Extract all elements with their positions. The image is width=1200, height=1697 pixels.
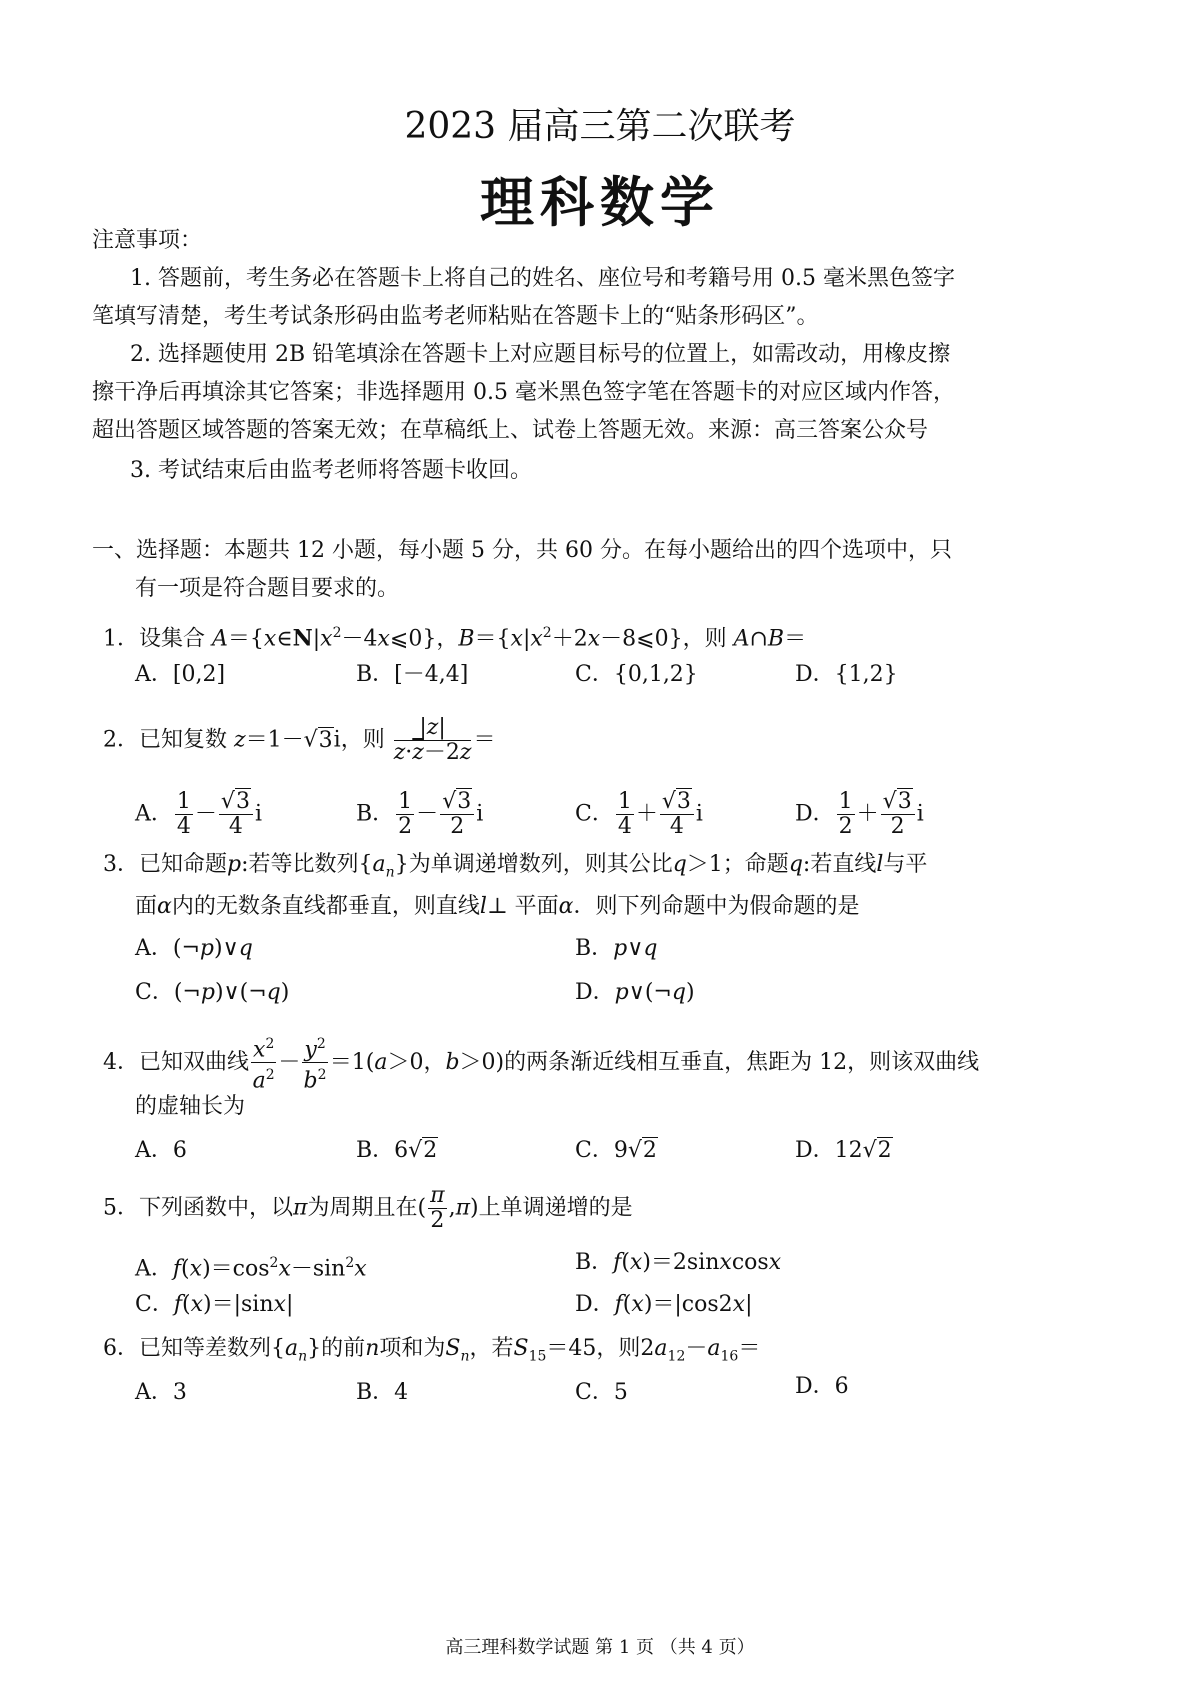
question-5: 5．下列函数中，以π为周期且在( $\frac{\pi}{2}$ ,π)上单调递增的是 (103, 1183, 633, 1233)
option: B．f(x)＝2sinxcosx (575, 1250, 782, 1275)
option: A． $\frac{1}{4}$ － $\frac{√3}{4}$ i (135, 789, 262, 839)
section-heading: 一、选择题：本题共 12 小题，每小题 5 分，共 60 分。在每小题给出的四个选项中，只 (92, 538, 952, 563)
question-2: 2．已知复数 z＝1－√3i，则 $\frac{|z|}{z\cdot\overline{z}-2z}$ ＝ (103, 715, 496, 765)
option: D．p∨(¬q) (575, 980, 695, 1005)
option: B．p∨q (575, 936, 658, 961)
option: A．6 (135, 1138, 187, 1163)
section-heading: 有一项是符合题目要求的。 (135, 576, 400, 601)
option: A．3 (135, 1380, 187, 1405)
option: D．6 (795, 1374, 849, 1399)
exam-title: 2023 届高三第二次联考 (404, 106, 796, 147)
question-3-cont: 面α内的无数条直线都垂直，则直线l⊥ 平面α．则下列命题中为假命题的是 (135, 894, 860, 919)
option: C． $\frac{1}{4}$ ＋ $\frac{√3}{4}$ i (575, 789, 703, 839)
option: B． $\frac{1}{2}$ － $\frac{√3}{2}$ i (356, 789, 484, 839)
option: D．f(x)＝|cos2x| (575, 1292, 753, 1317)
option: A．[0,2] (135, 662, 226, 687)
question-4-cont: 的虚轴长为 (135, 1094, 246, 1119)
notice-line: 擦干净后再填涂其它答案；非选择题用 0.5 毫米黑色签字笔在答题卡的对应区域内作答， (92, 380, 955, 405)
notice-line: 3. 考试结束后由监考老师将答题卡收回。 (130, 458, 532, 483)
option: C．(¬p)∨(¬q) (135, 980, 290, 1005)
option: A．(¬p)∨q (135, 936, 253, 961)
option: C．f(x)＝|sinx| (135, 1292, 294, 1317)
option: C．{0,1,2} (575, 662, 698, 687)
exam-subject: 理科数学 (480, 170, 720, 234)
page-footer: 高三理科数学试题 第 1 页 （共 4 页） (445, 1637, 755, 1658)
option: D．12√2 (795, 1138, 892, 1163)
option: B．4 (356, 1380, 409, 1405)
option: C．5 (575, 1380, 628, 1405)
option: B．[－4,4] (356, 662, 469, 687)
question-6: 6．已知等差数列$\{a_n\}$的前n项和为$S_n$，若$S_{15}=45$，则$2a_{12}-a_{16}=$ (103, 1336, 761, 1365)
option: A．$f(x)=\cos^2x-\sin^2x$ (135, 1255, 367, 1282)
notice-line: 笔填写清楚，考生考试条形码由监考老师粘贴在答题卡上的“贴条形码区”。 (92, 304, 819, 329)
option: D． $\frac{1}{2}$ ＋ $\frac{√3}{2}$ i (795, 789, 924, 839)
option: B．6√2 (356, 1138, 438, 1163)
option: D．{1,2} (795, 662, 898, 687)
notice-heading: 注意事项： (92, 228, 203, 253)
notice-line: 2. 选择题使用 2B 铅笔填涂在答题卡上对应题目标号的位置上，如需改动，用橡皮擦 (130, 342, 951, 367)
question-4: 4．已知双曲线 $\frac{x^2}{a^2}$ － $\frac{y^2}{b^2}$ ＝1(a＞0，b＞0)的两条渐近线相互垂直，焦距为 12，则该双曲线 (103, 1032, 979, 1094)
notice-line: 1. 答题前，考生务必在答题卡上将自己的姓名、座位号和考籍号用 0.5 毫米黑色签字 (130, 266, 955, 291)
notice-line: 超出答题区域答题的答案无效；在草稿纸上、试卷上答题无效。来源：高三答案公众号 (92, 418, 929, 443)
question-3: 3．已知命题p:若等比数列$\{a_n\}$为单调递增数列，则其公比q＞1；命题q:若直线l与平 (103, 852, 928, 881)
option: C．9√2 (575, 1138, 657, 1163)
question-1: 1．设集合 $A=\{x\in N|x^2-4x⩽0\}$，$B=\{x|x^2+2x-8⩽0\}$，则 A∩B＝ (103, 625, 807, 652)
